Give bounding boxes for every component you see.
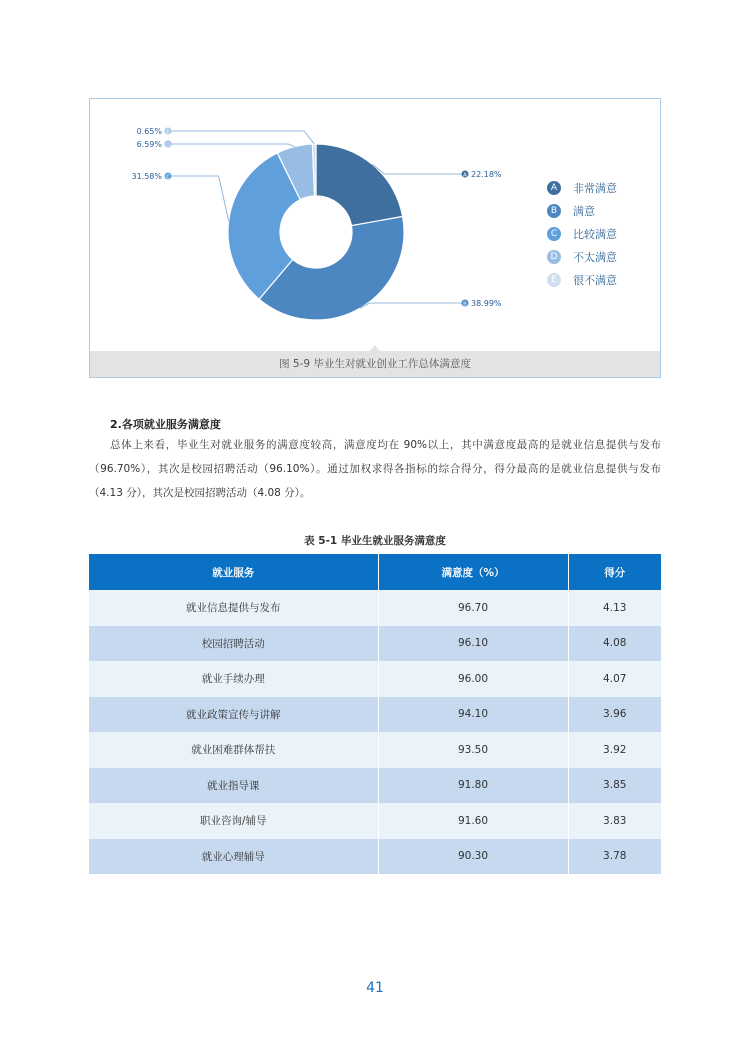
table-row <box>89 803 661 839</box>
page-number: 41 <box>366 980 384 996</box>
cell-score: 3.85 <box>568 768 661 804</box>
figure-container <box>89 98 661 378</box>
cell-score: 3.92 <box>568 732 661 768</box>
leader-line-e <box>168 131 314 144</box>
label-marker-letter-c: C <box>166 174 170 181</box>
legend-item-e <box>547 268 617 291</box>
legend-item-a <box>547 176 617 199</box>
legend-item-d <box>547 245 617 268</box>
cell-service: 就业政策宣传与讲解 <box>89 697 378 733</box>
header-satisfaction: 满意度（%） <box>378 554 568 590</box>
cell-score: 3.96 <box>568 697 661 733</box>
label-marker-letter-e: E <box>166 129 170 136</box>
cell-service: 校园招聘活动 <box>89 626 378 662</box>
legend-label-e: 很不满意 <box>573 273 617 287</box>
header-service: 就业服务 <box>89 554 378 590</box>
legend-marker-c: C <box>547 227 561 241</box>
leader-line-d <box>165 142 294 149</box>
table-row <box>89 839 661 875</box>
cell-score: 3.78 <box>568 839 661 875</box>
cell-satisfaction: 96.70 <box>378 590 568 626</box>
label-marker-letter-b: B <box>463 301 467 308</box>
cell-service: 就业心理辅导 <box>89 839 378 875</box>
cell-satisfaction: 96.10 <box>378 626 568 662</box>
header-score: 得分 <box>568 554 661 590</box>
section-title: 2.各项就业服务满意度 <box>110 418 221 431</box>
satisfaction-table <box>89 554 661 874</box>
cell-satisfaction: 96.00 <box>378 661 568 697</box>
cell-service: 就业信息提供与发布 <box>89 590 378 626</box>
leader-line-a <box>372 165 462 174</box>
cell-satisfaction: 94.10 <box>378 697 568 733</box>
table-title: 表 5-1 毕业生就业服务满意度 <box>304 535 446 547</box>
chart-legend <box>547 176 617 291</box>
legend-marker-d: D <box>547 250 561 264</box>
legend-marker-e: E <box>547 273 561 287</box>
legend-item-c <box>547 222 617 245</box>
legend-label-d: 不太满意 <box>573 250 617 264</box>
table-row <box>89 697 661 733</box>
body-paragraph: 总体上来看，毕业生对就业服务的满意度较高，满意度均在 90%以上，其中满意度最高的是就业信息提供与发布（96.70%），其次是校园招聘活动（96.10%）。通过加权求得各指标的综合得分，得分最高的是就业信息提供与发布（4.13 分），其次是校园招聘活动（4.08 分）。 <box>89 439 661 499</box>
legend-item-b <box>547 199 617 222</box>
legend-marker-a: A <box>547 181 561 195</box>
table-row <box>89 732 661 768</box>
cell-service: 就业指导课 <box>89 768 378 804</box>
legend-label-c: 比较满意 <box>573 227 617 241</box>
data-label-a: 22.18% <box>471 170 502 179</box>
data-label-b: 38.99% <box>471 299 502 308</box>
figure-caption: 图 5-9 毕业生对就业创业工作总体满意度 <box>90 351 660 377</box>
cell-satisfaction: 90.30 <box>378 839 568 875</box>
table-row <box>89 590 661 626</box>
cell-satisfaction: 91.60 <box>378 803 568 839</box>
cell-score: 4.13 <box>568 590 661 626</box>
table-row <box>89 661 661 697</box>
legend-label-b: 满意 <box>573 204 595 218</box>
label-marker-letter-d: D <box>165 142 171 149</box>
data-label-c: 31.58% <box>131 172 162 181</box>
cell-score: 4.08 <box>568 626 661 662</box>
data-label-e: 0.65% <box>136 127 162 136</box>
label-marker-letter-a: A <box>463 172 467 179</box>
cell-service: 就业困难群体帮扶 <box>89 732 378 768</box>
cell-service: 就业手续办理 <box>89 661 378 697</box>
legend-label-a: 非常满意 <box>573 181 617 195</box>
table-header-row <box>89 554 661 590</box>
data-label-d: 6.59% <box>136 140 162 149</box>
cell-satisfaction: 93.50 <box>378 732 568 768</box>
cell-service: 职业咨询/辅导 <box>89 803 378 839</box>
table-row <box>89 768 661 804</box>
legend-marker-b: B <box>547 204 561 218</box>
leader-line-b <box>360 303 462 308</box>
cell-score: 4.07 <box>568 661 661 697</box>
table-row <box>89 626 661 662</box>
leader-line-c <box>168 176 229 221</box>
donut-slice-a <box>316 144 403 226</box>
cell-satisfaction: 91.80 <box>378 768 568 804</box>
cell-score: 3.83 <box>568 803 661 839</box>
